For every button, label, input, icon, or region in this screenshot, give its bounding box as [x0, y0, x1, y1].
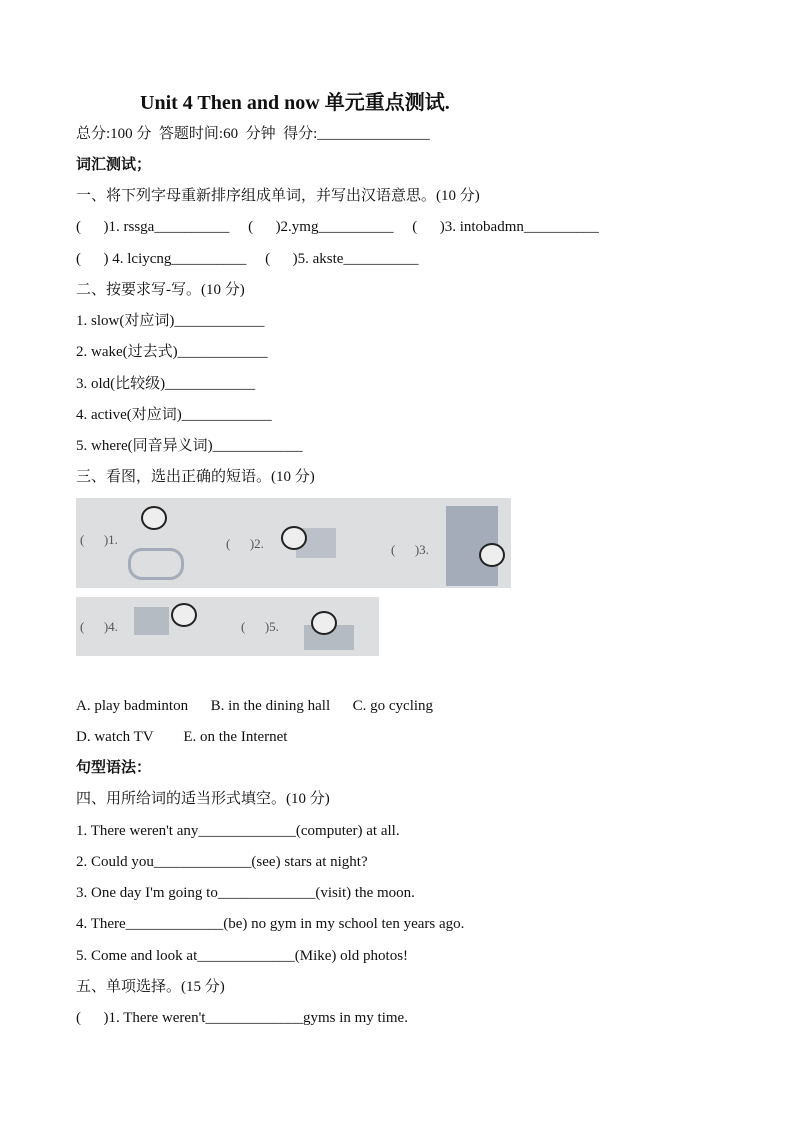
q5-item: ( )1. There weren't_____________gyms in my time.: [76, 1010, 408, 1026]
q4-item: 5. Come and look at_____________(Mike) old photos!: [76, 948, 409, 964]
panda-icon: [141, 506, 167, 530]
q4-heading: 四、用所给词的适当形式填空。(10 分): [76, 791, 330, 807]
q4-item: 4. There_____________(be) no gym in my school ten years ago.: [76, 916, 465, 932]
q3-heading: 三、看图，选出正确的短语。(10 分): [76, 469, 315, 485]
q4-item: 2. Could you_____________(see) stars at night?: [76, 854, 368, 870]
panda-icon: [171, 603, 197, 627]
tv-icon: [134, 607, 169, 635]
q1-line: ( ) 4. lciycng__________ ( )5. akste__________: [76, 251, 419, 267]
section-vocab-heading: 词汇测试；: [76, 157, 152, 173]
q2-item: 1. slow(对应词)____________: [76, 313, 265, 329]
q3-options: A. play badminton B. in the dining hall C. go cycling: [76, 698, 434, 714]
panda-icon: [479, 543, 505, 567]
q5-heading: 五、单项选择。(15 分): [76, 979, 225, 995]
q3-options: D. watch TV E. on the Internet: [76, 729, 288, 745]
pic-label: ( )4.: [80, 619, 118, 634]
pic-label: ( )3.: [391, 542, 429, 557]
q4-item: 1. There weren't any_____________(computer) at all.: [76, 823, 400, 839]
pic-label: ( )2.: [226, 536, 264, 551]
page-title: Unit 4 Then and now 单元重点测试.: [140, 92, 450, 114]
q2-item: 2. wake(过去式)____________: [76, 344, 268, 360]
score-info: 总分:100 分 答题时间:60 分钟 得分:_______________: [76, 126, 430, 142]
q1-heading: 一、将下列字母重新排序组成单词，并写出汉语意思。(10 分): [76, 188, 480, 204]
q4-item: 3. One day I'm going to_____________(visit) the moon.: [76, 885, 415, 901]
pic-label: ( )5.: [241, 619, 279, 634]
pic-label: ( )1.: [80, 532, 118, 547]
panda-icon: [311, 611, 337, 635]
picture-strip-2: [76, 597, 379, 656]
panda-icon: [281, 526, 307, 550]
q1-line: ( )1. rssga__________ ( )2.ymg__________ ( )3. intobadmn__________: [76, 219, 599, 235]
q2-item: 4. active(对应词)____________: [76, 407, 272, 423]
section-grammar-heading: 句型语法：: [76, 760, 152, 776]
q2-heading: 二、按要求写-写。(10 分): [76, 282, 245, 298]
q2-item: 5. where(同音异义词)____________: [76, 438, 303, 454]
picture-strip-1: [76, 498, 511, 588]
q2-item: 3. old(比较级)____________: [76, 376, 256, 392]
bicycle-icon: [128, 548, 184, 580]
